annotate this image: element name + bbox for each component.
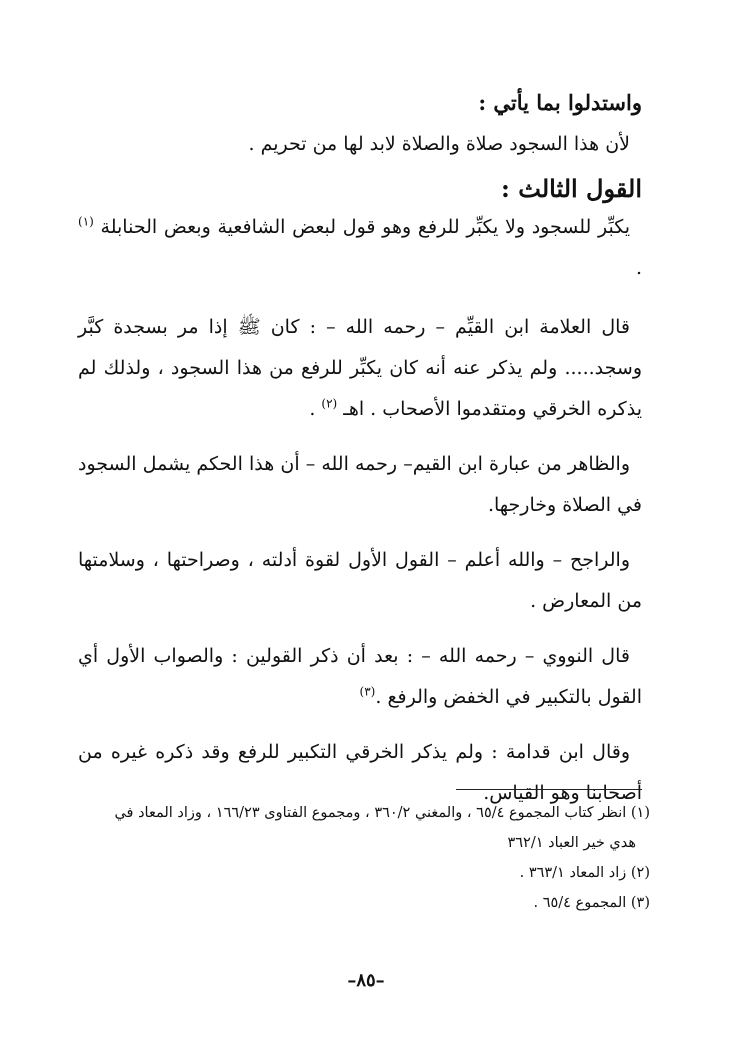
- footnotes: [78, 798, 650, 918]
- paragraph-preferred-opinion: والراجح – والله أعلم – القول الأول لقوة أدلته ، وصراحتها ، وسلامتها من المعارض .: [78, 549, 642, 612]
- section-heading-third-opinion: القول الثالث :: [501, 174, 642, 203]
- main-text: [78, 88, 642, 814]
- footnote-1: (١) انظر كتاب المجموع ٦٥/٤ ، والمغني ٣٦٠/٢ ، ومجموع الفتاوى ١٦٦/٢٣ ، وزاد المعاد في: [114, 805, 650, 821]
- page-number: –٨٥–: [347, 970, 385, 991]
- paragraph-end: .: [635, 257, 642, 279]
- paragraph-nawawi-quote: [78, 636, 642, 718]
- paragraph-ibn-qudama-quote: وقال ابن قدامة : ولم يذكر الخرقي التكبير للرفع وقد ذكره غيره من أصحابنا وهو القياس.: [78, 741, 642, 804]
- footnote-ref-3: (٣): [359, 684, 376, 699]
- paragraph-text: قال النووي – رحمه الله – : بعد أن ذكر القولين : والصواب الأول أي القول بالتكبير في الخفض والرفع .: [78, 645, 642, 708]
- footnote-3: (٣) المجموع ٦٥/٤ .: [533, 895, 650, 911]
- footnote-ref-1: (١): [78, 214, 94, 229]
- section-heading-evidence: واستدلوا بما يأتي :: [478, 90, 642, 115]
- paragraph-apparent-meaning: والظاهر من عبارة ابن القيم– رحمه الله – أن هذا الحكم يشمل السجود في الصلاة وخارجها.: [78, 453, 642, 516]
- paragraph-third-opinion: [78, 207, 642, 289]
- paragraph-ibn-qayyim-quote: [78, 307, 642, 430]
- footnote-2: (٢) زاد المعاد ٣٦٣/١ .: [519, 865, 650, 881]
- paragraph-end: .: [309, 398, 316, 420]
- footnote-separator: [456, 789, 642, 790]
- paragraph-evidence: لأن هذا السجود صلاة والصلاة لابد لها من تحريم .: [248, 133, 630, 155]
- footnote-ref-2: (٢): [321, 396, 338, 411]
- paragraph-text: يكبِّر للسجود ولا يكبِّر للرفع وهو قول لبعض الشافعية وبعض الحنابلة: [100, 216, 630, 238]
- footnote-1-continued: هدي خير العباد ٣٦٢/١: [507, 835, 636, 851]
- paragraph-text: قال العلامة ابن القيِّم – رحمه الله – : كان ﷺ إذا مر بسجدة كبَّر وسجد..... ولم يذكر عنه أنه كان يكبِّر للرفع من هذا السجود ، ولذلك لم يذكره الخرقي ومتقدموا الأصحاب . اهـ: [78, 316, 642, 420]
